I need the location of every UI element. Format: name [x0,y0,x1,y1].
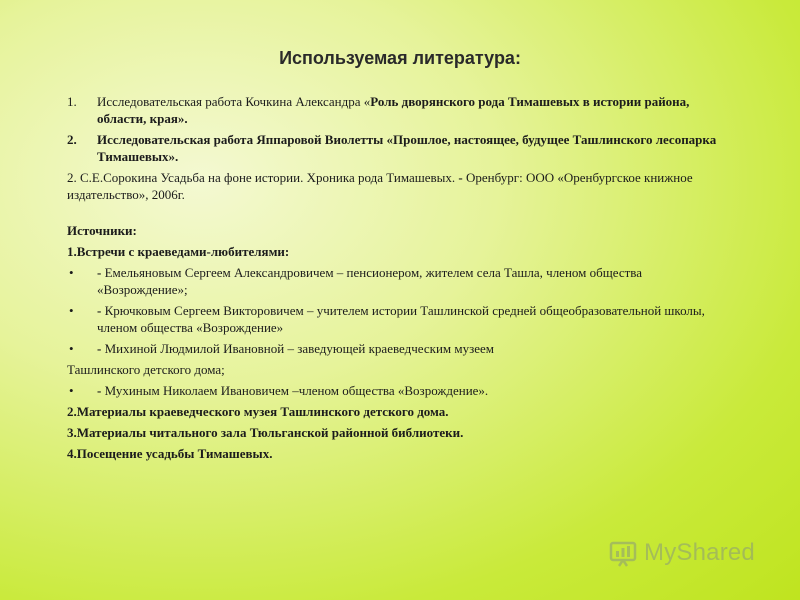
bullet-dash: - [97,303,105,318]
meetings-heading: 1.Встречи с краеведами-любителями: [67,244,290,259]
literature-item-3 [67,169,727,203]
item-text-plain-2: Оренбург: ООО «Оренбургское книжное издательство», 2006г. [67,170,693,202]
meeting-text: Крючковым Сергеем Викторовичем – учителем истории Ташлинской средней общеобразовательной школы, членом общества «Возрождение» [97,303,705,335]
item-dash: - [455,170,467,185]
meeting-text: Михиной Людмилой Ивановной – заведующей краеведческим музеем [104,341,495,356]
materials-item-1: 2.Материалы краеведческого музея Ташлинского детского дома. [67,404,449,419]
meeting-continuation: Ташлинского детского дома; [67,362,225,377]
bullet-dash: - [97,341,105,356]
literature-item-1 [67,93,727,127]
meeting-item-1 [67,264,727,298]
item-text-bold: Роль дворянского рода Тимашевых в истории района, области, края». [97,94,690,126]
presentation-board-icon [608,538,638,568]
meeting-text: Мухиным Николаем Ивановичем –членом общества «Возрождение». [104,383,489,398]
item-text-plain: Исследовательская работа Кочкина Александра « [97,94,371,109]
item-number: 2. [67,132,77,147]
meeting-item-2 [67,302,727,336]
bullet-dash: - [97,265,105,280]
meeting-item-3 [67,340,727,357]
meeting-text: Емельяновым Сергеем Александровичем – пенсионером, жителем села Ташла, членом общества «Возрождение»; [97,265,643,297]
materials-item-2: 3.Материалы читального зала Тюльганской районной библиотеки. [67,425,464,440]
item-text-plain: 2. С.Е.Сорокина Усадьба на фоне истории. Хроника рода Тимашевых. [67,170,456,185]
watermark-logo [608,538,755,568]
slide-title: Используемая литература: [279,48,521,68]
literature-item-2 [67,131,727,165]
meeting-item-4 [67,382,727,399]
bullet-icon: • [69,265,74,280]
bullet-icon: • [69,341,74,356]
bullet-dash: - [97,383,105,398]
sources-heading: Источники: [67,223,137,238]
item-number: 1. [67,94,77,109]
item-text-bold: Исследовательская работа Яппаровой Виолетты «Прошлое, настоящее, будущее Ташлинского лесопарка Тимашевых». [97,132,717,164]
slide-content [67,93,727,466]
bullet-icon: • [69,303,74,318]
bullet-icon: • [69,383,74,398]
materials-item-3: 4.Посещение усадьбы Тимашевых. [67,446,273,461]
watermark-text: MyShared [644,539,755,566]
